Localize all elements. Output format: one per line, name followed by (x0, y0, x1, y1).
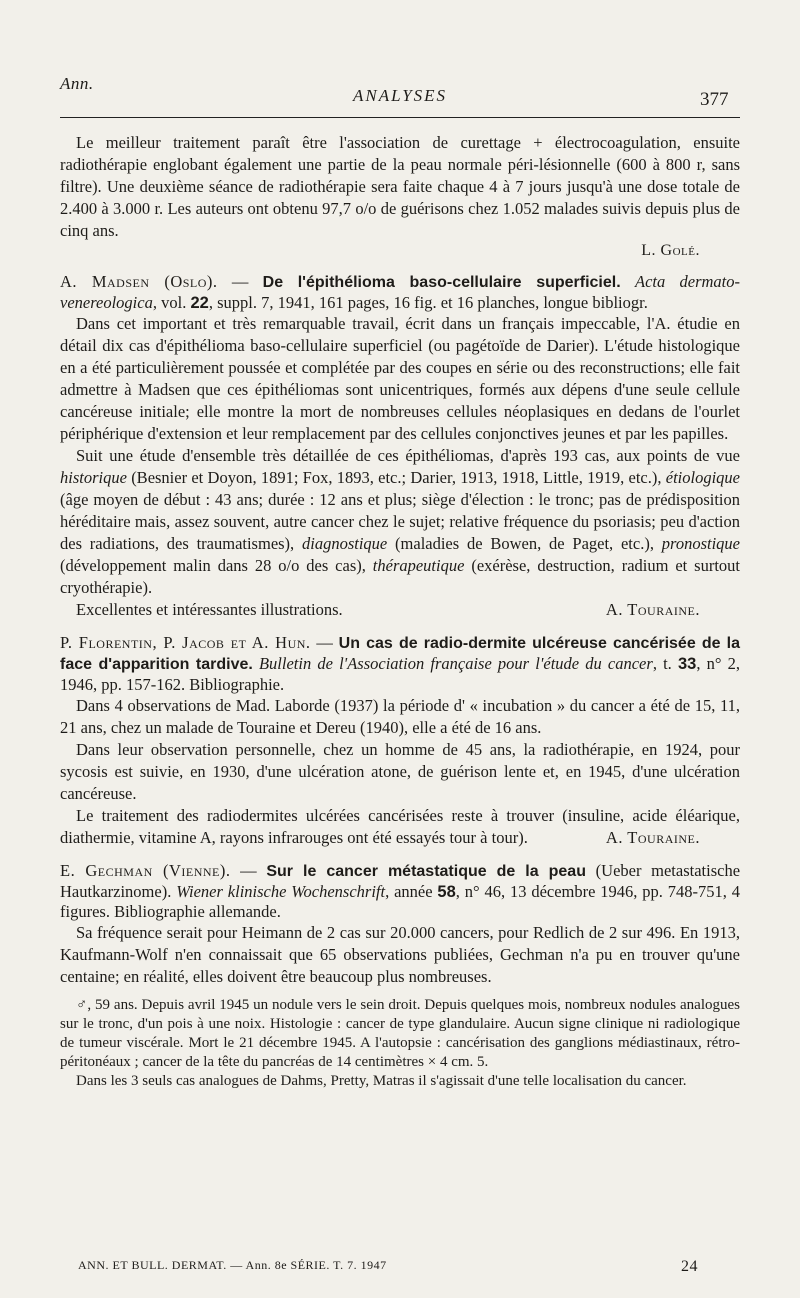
citation: P. Florentin, P. Jacob et A. Hun. — Un cas de radio-dermite ulcéreuse cancérisée de la face d'apparition tardive. Bulletin de l'Association française pour l'étude du cancer, t. 33, n° 2, 1946, pp. 157-162. Bibliographie. (60, 633, 740, 694)
article-title: Sur le cancer métastatique de la peau (266, 863, 586, 880)
header-rule (60, 117, 740, 118)
running-header-left: Ann. (60, 74, 94, 93)
reviewer-signature: A. Touraine. (605, 600, 700, 619)
journal-name: Wiener klinische Wochenschrift (176, 882, 386, 901)
review-paragraph: Dans cet important et très remarquable travail, écrit dans un français impeccable, l'A. étudie en détail dix cas d'épithélioma baso-cellulaire superficiel (ou pagétoïde de Darier). L'étude histologique en a été particulièrement poussée et complétée par des coupes en série ou des reconstructions; elle fait admettre à Madsen que ces épithéliomas sont unicentriques, formés aux dépens d'une seule cellule cancéreuse initiale; elle montre la mort de nombreuses cellules néoplasiques en dedans de l'ourlet périphérique d'extension et leur remplacement par des cellules conjonctives jeunes et par les papilles. (60, 314, 740, 443)
review-paragraph: Le meilleur traitement paraît être l'association de curettage + électrocoagulation, ensuite radiothérapie englobant également une partie de la peau normale péri-lésionnelle (600 à 800 r, sans filtre). Une deuxième séance de radiothérapie sera faite chaque 4 à 7 jours jusqu'à une dose totale de 2.400 à 3.000 r. Les auteurs ont obtenu 97,7 o/o de guérisons chez 1.052 malades suivis depuis plus de cinq ans. (60, 133, 740, 240)
volume-number: 33 (677, 655, 697, 673)
review-paragraph: Sa fréquence serait pour Heimann de 2 cas sur 20.000 cancers, pour Redlich de 2 sur 496. En 1913, Kaufmann-Wolf n'en connaissait que 65 observations publiées, Gechman n'a pu en trouver qu'une centaine; en réalité, elles doivent être beaucoup plus nombreuses. (60, 923, 740, 986)
page-body (60, 132, 740, 1091)
review-florentin (60, 633, 740, 849)
case-paragraph: ♂, 59 ans. Depuis avril 1945 un nodule vers le sein droit. Depuis quelques mois, nombreux nodules analogues sur le tronc, d'un pois à une noix. Histologie : cancer de type glandulaire. Aucun signe clinique ni radiologique de tumeur viscérale. Mort le 21 décembre 1945. A l'autopsie : cancérisation des ganglions médiastinaux, rétro-péritonéaux ; cancer de la tête du pancréas de 14 centimètres × 4 cm. 5. (60, 997, 740, 1070)
review-paragraph: Suit une étude d'ensemble très détaillée de ces épithéliomas, d'après 193 cas, aux points de vue historique (Besnier et Doyon, 1891; Fox, 1893, etc.; Darier, 1913, 1918, Little, 1919, etc.), étiologique (âge moyen de début : 43 ans; durée : 12 ans et plus; siège d'élection : le tronc; pas de prédisposition héréditaire mais, assez souvent, autre cancer chez le sujet; relative fréquence du psoriasis; peu d'action des radiations, des traumatismes), diagnostique (maladies de Bowen, de Paget, etc.), pronostique (développement malin dans 28 o/o des cas), thérapeutique (exérèse, destruction, radium et surtout cryothérapie). (60, 446, 740, 597)
review-golé (60, 132, 740, 260)
running-header-title: ANALYSES (352, 86, 448, 105)
volume-number: 58 (437, 883, 456, 901)
page-footer (78, 1258, 698, 1273)
reviewer-signature: A. Touraine. (605, 828, 700, 847)
case-paragraph: Dans les 3 seuls cas analogues de Dahms, Pretty, Matras il s'agissait d'une telle localisation du cancer. (76, 1073, 687, 1089)
citation-author: E. Gechman (Vienne). (60, 861, 231, 880)
review-paragraph: Dans leur observation personnelle, chez un homme de 45 ans, la radiothérapie, en 1924, pour sycosis est suivie, en 1930, d'une ulcération atone, de guérison lente et, en 1945, d'une ulcération cancéreuse. (60, 740, 740, 803)
volume-number: 22 (190, 294, 209, 312)
reviewer-signature: L. Golé. (641, 242, 700, 259)
article-title: Un cas de radio-dermite ulcéreuse cancérisée de la face d'apparition tardive. (60, 635, 740, 673)
review-paragraph: Le traitement des radiodermites ulcérées cancérisées reste à trouver (insuline, acide éléarique, diathermie, vitamine A, rayons infrarouges ont été essayés tour à tour). A. Touraine. (60, 806, 740, 847)
journal-name: Acta dermato-venereologica (60, 272, 741, 312)
review-madsen (60, 272, 740, 621)
review-paragraph: Excellentes et intéressantes illustrations. A. Touraine. (60, 599, 740, 621)
review-paragraph: Dans 4 observations de Mad. Laborde (1937) la période d' « incubation » du cancer a été de 15, 11, 21 ans, chez un malade de Touraine et Dereu (1940), elle a été de 16 ans. (60, 696, 740, 737)
footer-journal-line: ANN. ET BULL. DERMAT. — Ann. 8e SÉRIE. T. 7. 1947 (78, 1258, 387, 1272)
citation: A. Madsen (Oslo). — De l'épithélioma baso-cellulaire superficiel. Acta dermato-venereologica, vol. 22, suppl. 7, 1941, 161 pages, 16 fig. et 16 planches, longue bibliogr. (60, 272, 741, 312)
signature-mark: 24 (681, 1258, 698, 1275)
citation-author: P. Florentin, P. Jacob et A. Hun. (60, 633, 311, 652)
citation: E. Gechman (Vienne). — Sur le cancer métastatique de la peau (Ueber metastatische Hautkarzinome). Wiener klinische Wochenschrift, année 58, n° 46, 13 décembre 1946, pp. 748-751, 4 figures. Bibliographie allemande. (60, 861, 741, 921)
case-report (60, 996, 740, 1091)
article-title: De l'épithélioma baso-cellulaire superficiel. (262, 274, 621, 291)
citation-author: A. Madsen (Oslo). (60, 272, 218, 291)
journal-name: Bulletin de l'Association française pour l'étude du cancer (258, 654, 653, 673)
review-gechman (60, 861, 740, 1091)
page-number: 377 (700, 89, 729, 110)
